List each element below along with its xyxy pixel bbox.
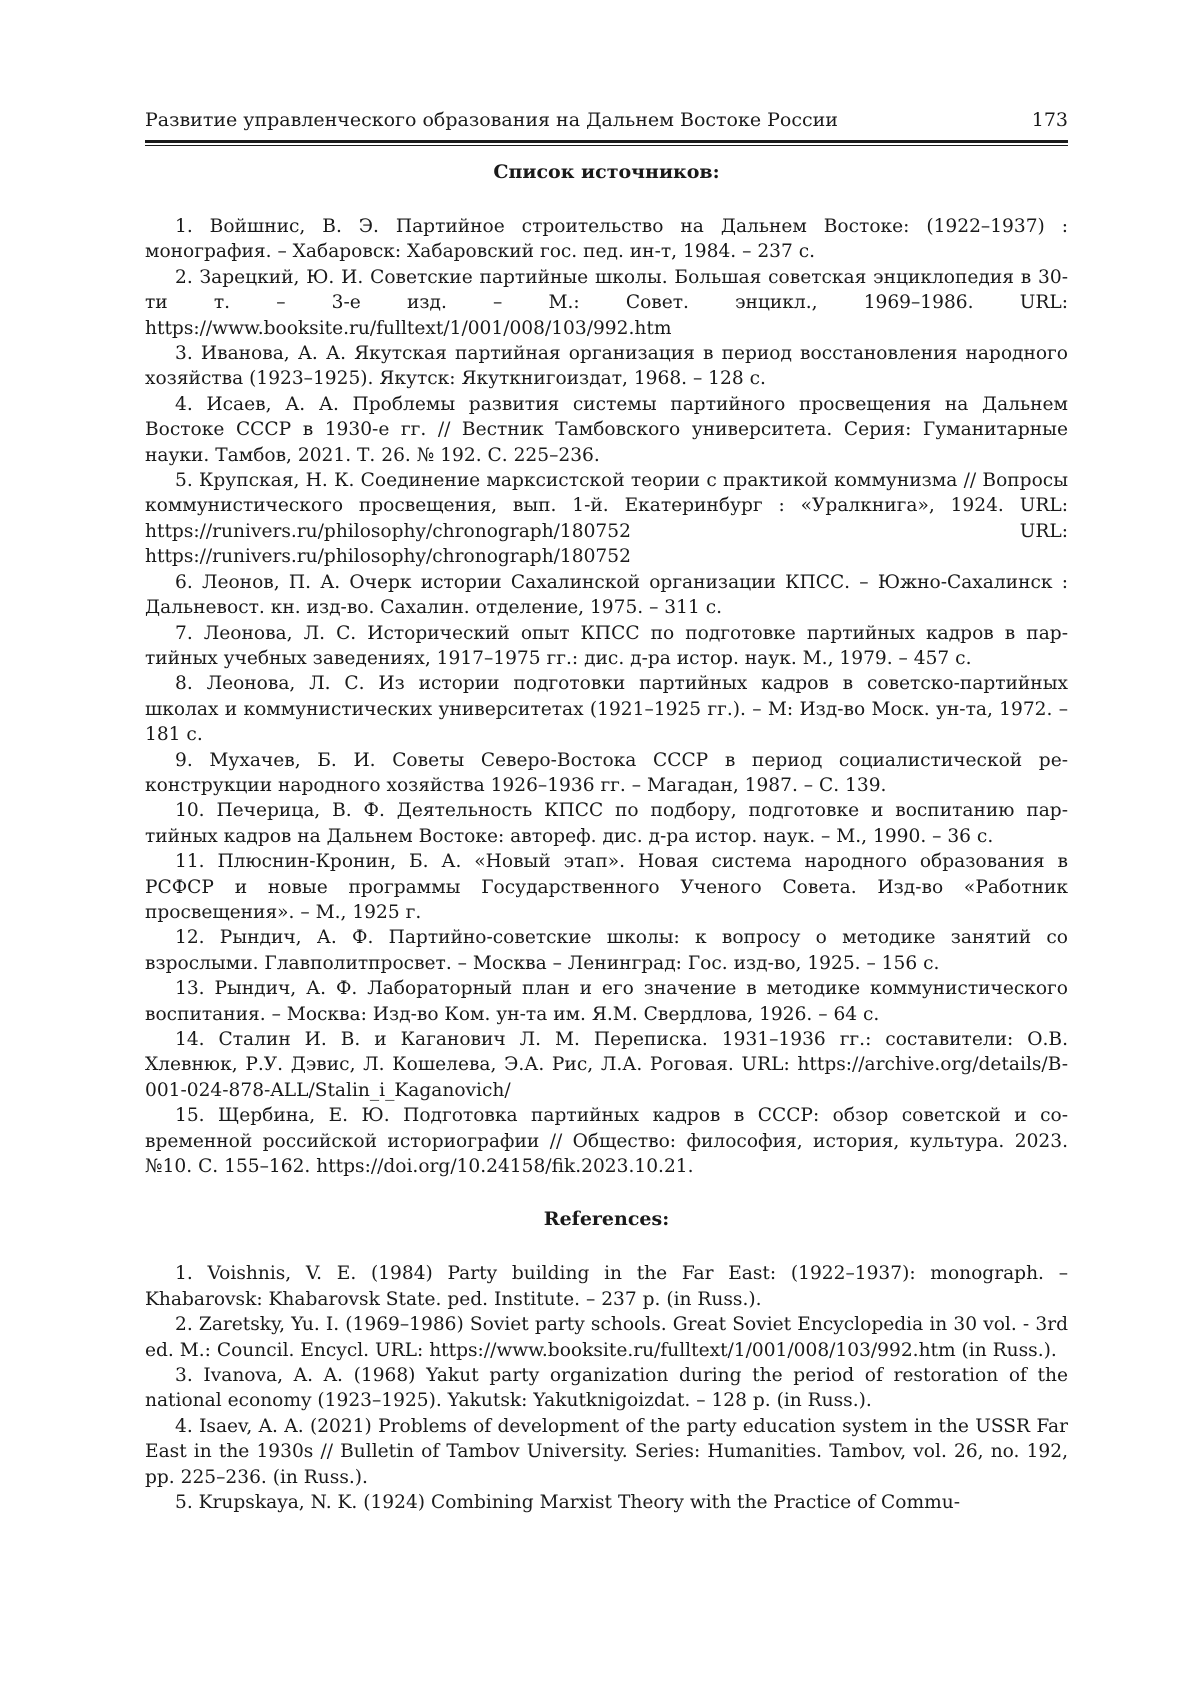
source-item: 2. Зарецкий, Ю. И. Советские партийные школы. Большая советская энциклопе­дия в 30-ти т. – 3-е изд. – М.: Совет. энцикл., 1969–1986. URL: https://www.booksite.ru/fulltext/1/001/008/103/992.htm bbox=[145, 265, 1068, 341]
references-list bbox=[145, 1261, 1068, 1515]
reference-item: 1. Voishnis, V. E. (1984) Party building in the Far East: (1922–1937): monograph. – Khabarovsk: Khabarovsk State. ped. Institute. – 237 p. (in Russ.). bbox=[145, 1261, 1068, 1312]
header-rule bbox=[145, 140, 1068, 143]
page-number: 173 bbox=[1032, 108, 1068, 132]
reference-item: 4. Isaev, A. A. (2021) Problems of development of the party education system in the USSR Far East in the 1930s // Bulletin of Tambov University. Series: Humanities. Tam­bov, vol. 26, no. 192, pp. 225–236. (in Russ.). bbox=[145, 1414, 1068, 1490]
source-item: 12. Рындич, А. Ф. Партийно-советские школы: к вопросу о методике занятий со взрослыми. Главполитпросвет. – Москва – Ленинград: Гос. изд-во, 1925. – 156 с. bbox=[145, 925, 1068, 976]
source-item: 15. Щербина, Е. Ю. Подготовка партийных кадров в СССР: обзор советской и со­временной российской историографии // Общество: философия, история, культура. 2023. №10. С. 155–162. https://doi.org/10.24158/fik.2023.10.21. bbox=[145, 1103, 1068, 1179]
source-item: 1. Войшнис, В. Э. Партийное строительство на Дальнем Востоке: (1922–1937) : монография. – Хабаровск: Хабаровский гос. пед. ин-т, 1984. – 237 с. bbox=[145, 214, 1068, 265]
source-item: 9. Мухачев, Б. И. Советы Северо-Востока СССР в период социалистической ре­конструкции народного хозяйства 1926–1936 гг. – Магадан, 1987. – С. 139. bbox=[145, 748, 1068, 799]
sources-heading: Список источников: bbox=[145, 160, 1068, 184]
source-item: 11. Плюснин-Кронин, Б. А. «Новый этап». Новая система народного образования в РСФСР и новые программы Государственного Ученого Совета. Изд-во «Работник просвещения». – М., 1925 г. bbox=[145, 849, 1068, 925]
source-item: 3. Иванова, А. А. Якутская партийная организация в период восстановления на­родного хозяйства (1923–1925). Якутск: Якуткнигоиздат, 1968. – 128 с. bbox=[145, 341, 1068, 392]
reference-item: 2. Zaretsky, Yu. I. (1969–1986) Soviet party schools. Great Soviet Encyclopedia in 30 vol. - 3rd ed. M.: Council. Encycl. URL: https://www.booksite.ru/fulltext/1/001/008/103/992.htm (in Russ.). bbox=[145, 1312, 1068, 1363]
sources-section bbox=[145, 160, 1068, 1179]
reference-item: 5. Krupskaya, N. K. (1924) Combining Marxist Theory with the Practice of Commu- bbox=[145, 1490, 1068, 1515]
page bbox=[145, 108, 1068, 1516]
source-item: 14. Сталин И. В. и Каганович Л. М. Переписка. 1931–1936 гг.: составители: О.В. Хлевнюк, Р.У. Дэвис, Л. Кошелева, Э.А. Рис, Л.А. Роговая. URL: https://archive.org/details/B-001-024-878-ALL/Stalin_i_Kaganovich/ bbox=[145, 1027, 1068, 1103]
sources-list bbox=[145, 214, 1068, 1179]
source-item: 6. Леонов, П. А. Очерк истории Сахалинской организации КПСС. – Южно-Сахалинск : Дальневост. кн. изд-во. Сахалин. отделение, 1975. – 311 с. bbox=[145, 570, 1068, 621]
source-item: 13. Рындич, А. Ф. Лабораторный план и его значение в методике коммунистиче­ского воспитания. – Москва: Изд-во Ком. ун-та им. Я.М. Свердлова, 1926. – 64 с. bbox=[145, 976, 1068, 1027]
reference-item: 3. Ivanova, A. A. (1968) Yakut party organization during the period of restoration of the national economy (1923–1925). Yakutsk: Yakutknigoizdat. – 128 p. (in Russ.). bbox=[145, 1363, 1068, 1414]
running-title: Развитие управленческого образования на Дальнем Востоке России bbox=[145, 108, 838, 132]
source-item: 10. Печерица, В. Ф. Деятельность КПСС по подбору, подготовке и воспитанию пар­тийных кадров на Дальнем Востоке: автореф. дис. д-ра истор. наук. – М., 1990. – 36 с. bbox=[145, 798, 1068, 849]
source-item: 4. Исаев, А. А. Проблемы развития системы партийного просвещения на Дальнем Востоке СССР в 1930-е гг. // Вестник Тамбовского университета. Серия: Гуманитар­ные науки. Тамбов, 2021. Т. 26. № 192. С. 225–236. bbox=[145, 392, 1068, 468]
references-section bbox=[145, 1207, 1068, 1515]
header-rule-thin bbox=[145, 145, 1068, 146]
running-header bbox=[145, 108, 1068, 140]
source-item: 5. Крупская, Н. К. Соединение марксистской теории с практикой коммунизма // Вопросы коммунистического просвещения, вып. 1-й. Екатеринбург : «Уралкни­га», 1924. URL: https://runivers.ru/philosophy/chronograph/180752 URL: https://runivers.ru/philosophy/chronograph/180752 bbox=[145, 468, 1068, 570]
source-item: 7. Леонова, Л. С. Исторический опыт КПСС по подготовке партийных кадров в пар­тийных учебных заведениях, 1917–1975 гг.: дис. д-ра истор. наук. М., 1979. – 457 с. bbox=[145, 621, 1068, 672]
source-item: 8. Леонова, Л. С. Из истории подготовки партийных кадров в советско-партийных школах и коммунистических университетах (1921–1925 гг.). – М: Изд-во Моск. ун-та, 1972. – 181 с. bbox=[145, 671, 1068, 747]
references-heading: References: bbox=[145, 1207, 1068, 1231]
